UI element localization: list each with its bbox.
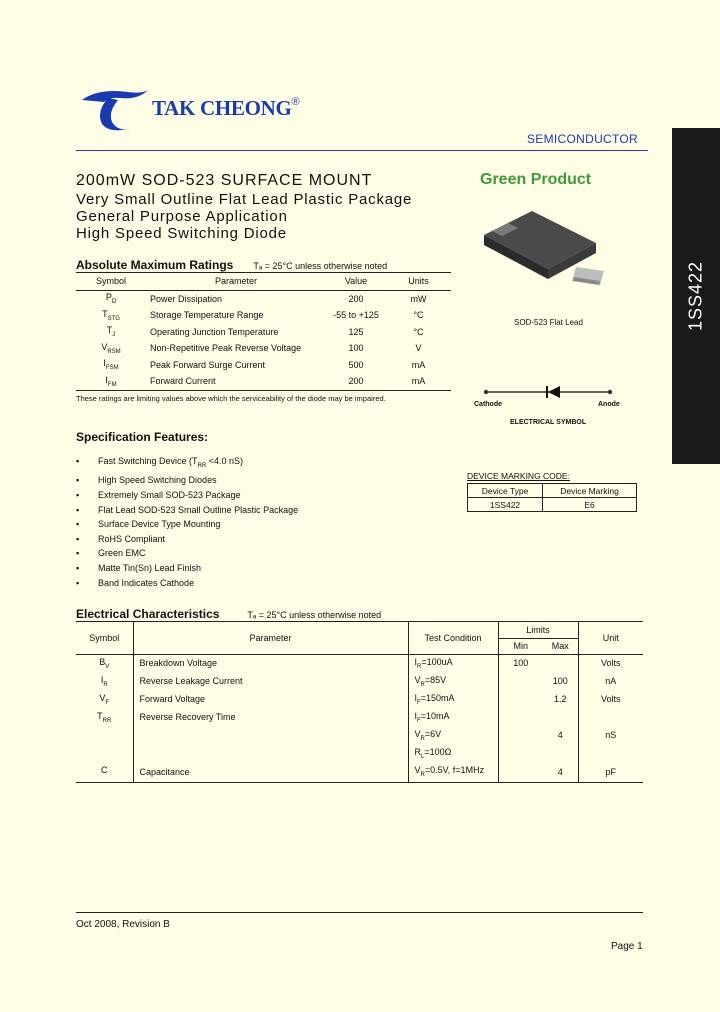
col-symbol: Symbol [95, 276, 126, 287]
cathode-label: Cathode [474, 401, 502, 408]
table-row: $T_{STG}$ Storage Temperature Range -55 to +125 °C [102, 308, 424, 322]
table-row: $V_R=6V$ 4 nS [76, 726, 643, 744]
list-item: ▪ Band Indicates Cathode [76, 576, 298, 591]
list-item: ▪ High Speed Switching Diodes [76, 473, 298, 488]
tak-cheong-logo-mark [78, 86, 150, 134]
revision-date: Oct 2008, Revision B [76, 919, 170, 930]
marking-header-row: Device Type Device Marking [468, 484, 637, 498]
list-item: ▪ Green EMC [76, 546, 298, 561]
marking-title: DEVICE MARKING CODE: [467, 471, 570, 481]
diode-symbol [468, 384, 628, 400]
abs-max-header-row [76, 273, 451, 290]
part-number-tab: 1SS422 [672, 128, 720, 464]
col-units: Units [408, 276, 429, 287]
table-row: 1SS422 E6 [468, 498, 637, 512]
list-item: ▪ Flat Lead SOD-523 Small Outline Plastic Package [76, 503, 298, 518]
table-row: $B_V$ Breakdown Voltage $I_R=100uA$ 100 Volts [76, 654, 643, 672]
table-row: $V_{RSM}$ Non-Repetitive Peak Reverse Voltage 100 V [101, 341, 422, 355]
table-row: C Capacitance $V_R=0.5V$, f=1MHz 4 pF [76, 762, 643, 782]
elec-title: Electrical Characteristics Tₐ = 25°C unless otherwise noted [76, 607, 382, 621]
list-item: ▪ RoHS Compliant [76, 532, 298, 547]
anode-label: Anode [598, 401, 620, 408]
product-subtitle-2: General Purpose Application [76, 208, 288, 225]
sod523-package-image [478, 205, 613, 295]
table-row: $I_{FSM}$ Peak Forward Surge Current 500 mA [103, 358, 426, 372]
table-row: $T_{RR}$ Reverse Recovery Time $I_F=10mA$ [76, 708, 643, 726]
elec-table [76, 622, 643, 783]
marking-table [467, 483, 637, 512]
electrical-symbol-caption: ELECTRICAL SYMBOL [510, 419, 587, 426]
table-row: $V_F$ Forward Voltage $I_F=150mA$ 1.2 Volts [76, 690, 643, 708]
header-rule [76, 150, 648, 151]
features-title: Specification Features: [76, 430, 209, 444]
table-row: $I_{FM}$ Forward Current 200 mA [76, 373, 451, 390]
brand-name: TAK CHEONG® [152, 96, 300, 120]
elec-header-row: Symbol Parameter Test Condition Limits Unit [76, 622, 643, 638]
product-subtitle-1: Very Small Outline Flat Lead Plastic Package [76, 191, 413, 208]
features-list [76, 454, 298, 590]
list-item: ▪ Extremely Small SOD-523 Package [76, 488, 298, 503]
table-row: $I_R$ Reverse Leakage Current $V_R=85V$ 100 nA [76, 672, 643, 690]
list-item: ▪ Matte Tin(Sn) Lead Finish [76, 561, 298, 576]
abs-max-note: These ratings are limiting values above which the serviceability of the diode may be impaired. [76, 394, 386, 403]
division-label: SEMICONDUCTOR [527, 132, 639, 146]
abs-max-table [76, 273, 451, 391]
elec-subheader-row: Min Max [76, 638, 643, 654]
package-caption: SOD-523 Flat Lead [514, 318, 583, 327]
product-subtitle-3: High Speed Switching Diode [76, 225, 287, 242]
table-row: $R_L=100\Omega$ [76, 744, 643, 762]
abs-max-title: Absolute Maximum Ratings Tₐ = 25°C unless otherwise noted [76, 258, 388, 272]
col-value: Value [344, 276, 368, 287]
table-row: $T_J$ Operating Junction Temperature 125 °C [106, 325, 424, 339]
col-parameter: Parameter [214, 276, 258, 287]
table-row: $P_D$ Power Dissipation 200 mW [105, 292, 427, 306]
footer-rule [76, 912, 643, 913]
green-product-label: Green Product [480, 171, 592, 188]
list-item: ▪ Fast Switching Device ($T_{RR} <4.0$ nS) [76, 454, 298, 473]
list-item: ▪ Surface Device Type Mounting [76, 517, 298, 532]
page-number: Page 1 [611, 941, 643, 952]
product-title: 200mW SOD-523 SURFACE MOUNT [76, 172, 373, 189]
